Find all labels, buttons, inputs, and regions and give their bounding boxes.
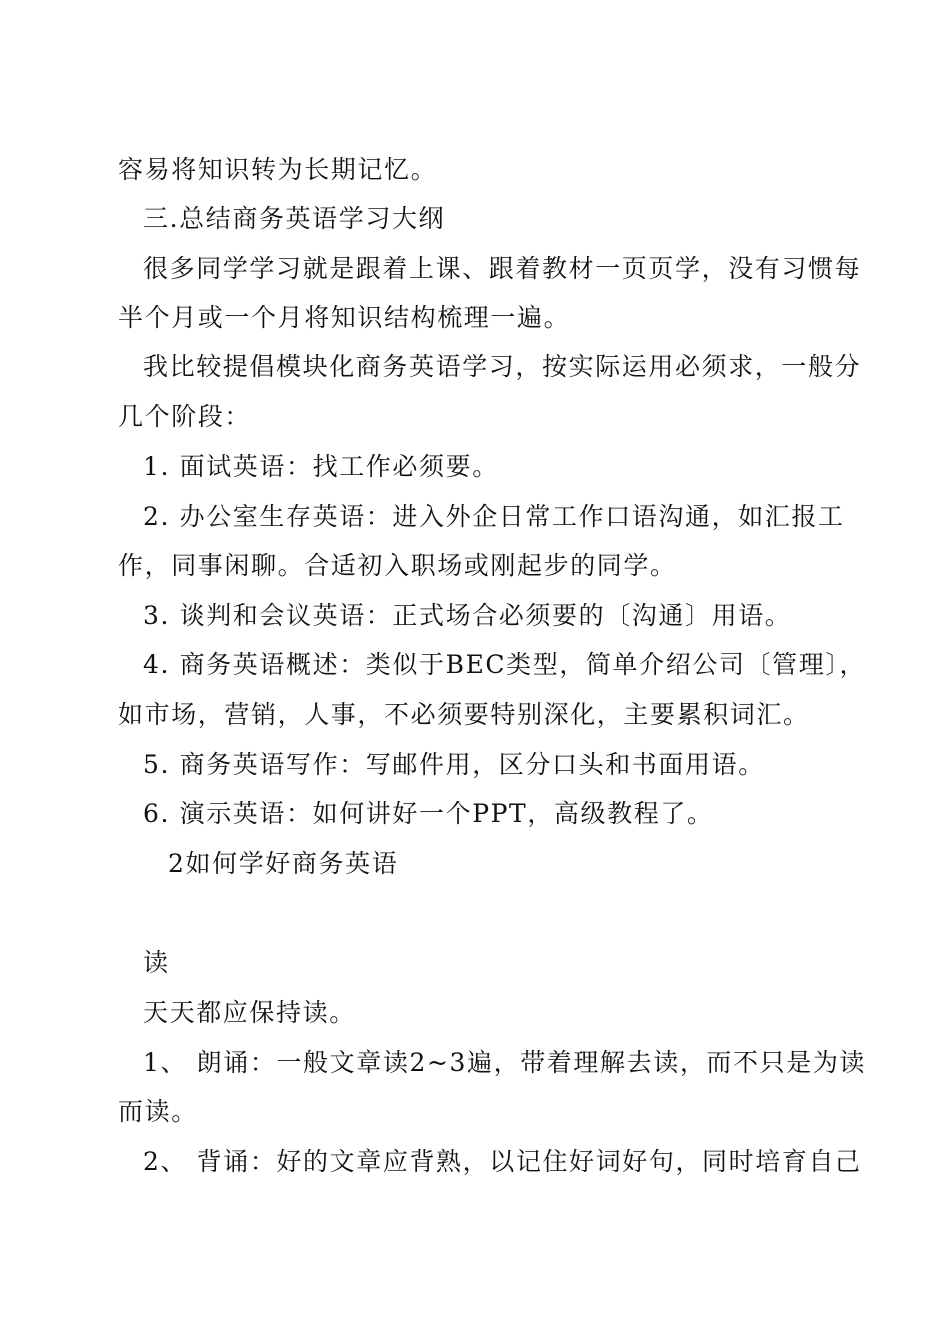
list-item: 3. 谈判和会议英语：正式场合必须要的〔沟通〕用语。 [143, 601, 792, 630]
paragraph-line: 天天都应保持读。 [143, 998, 356, 1027]
list-item-continuation: 而读。 [118, 1097, 198, 1126]
paragraph-line: 半个月或一个月将知识结构梳理一遍。 [118, 303, 571, 332]
list-item-continuation: 如市场，营销，人事，不必须要特别深化，主要累积词汇。 [118, 700, 810, 729]
list-item: 5. 商务英语写作：写邮件用，区分口头和书面用语。 [143, 750, 765, 779]
list-item: 1. 面试英语：找工作必须要。 [143, 452, 499, 481]
section-heading: 三.总结商务英语学习大纲 [143, 204, 446, 233]
list-item: 1、 朗诵：一般文章读2~3遍，带着理解去读，而不只是为读 [143, 1048, 867, 1077]
paragraph-line: 很多同学学习就是跟着上课、跟着教材一页页学，没有习惯每 [143, 254, 862, 283]
list-item: 2. 办公室生存英语：进入外企日常工作口语沟通，如汇报工 [143, 502, 845, 531]
subheading: 读 [143, 948, 170, 977]
section-heading: 2如何学好商务英语 [168, 849, 399, 878]
paragraph-line: 容易将知识转为长期记忆。 [118, 155, 438, 184]
list-item: 4. 商务英语概述：类似于BEC类型，简单介绍公司〔管理〕， [143, 650, 867, 679]
paragraph-line: 我比较提倡模块化商务英语学习，按实际运用必须求，一般分 [143, 352, 862, 381]
list-item: 2、 背诵：好的文章应背熟，以记住好词好句，同时培育自己 [143, 1147, 862, 1176]
list-item: 6. 演示英语：如何讲好一个PPT，高级教程了。 [143, 799, 714, 828]
paragraph-line: 几个阶段： [118, 402, 252, 431]
list-item-continuation: 作，同事闲聊。合适初入职场或刚起步的同学。 [118, 551, 677, 580]
